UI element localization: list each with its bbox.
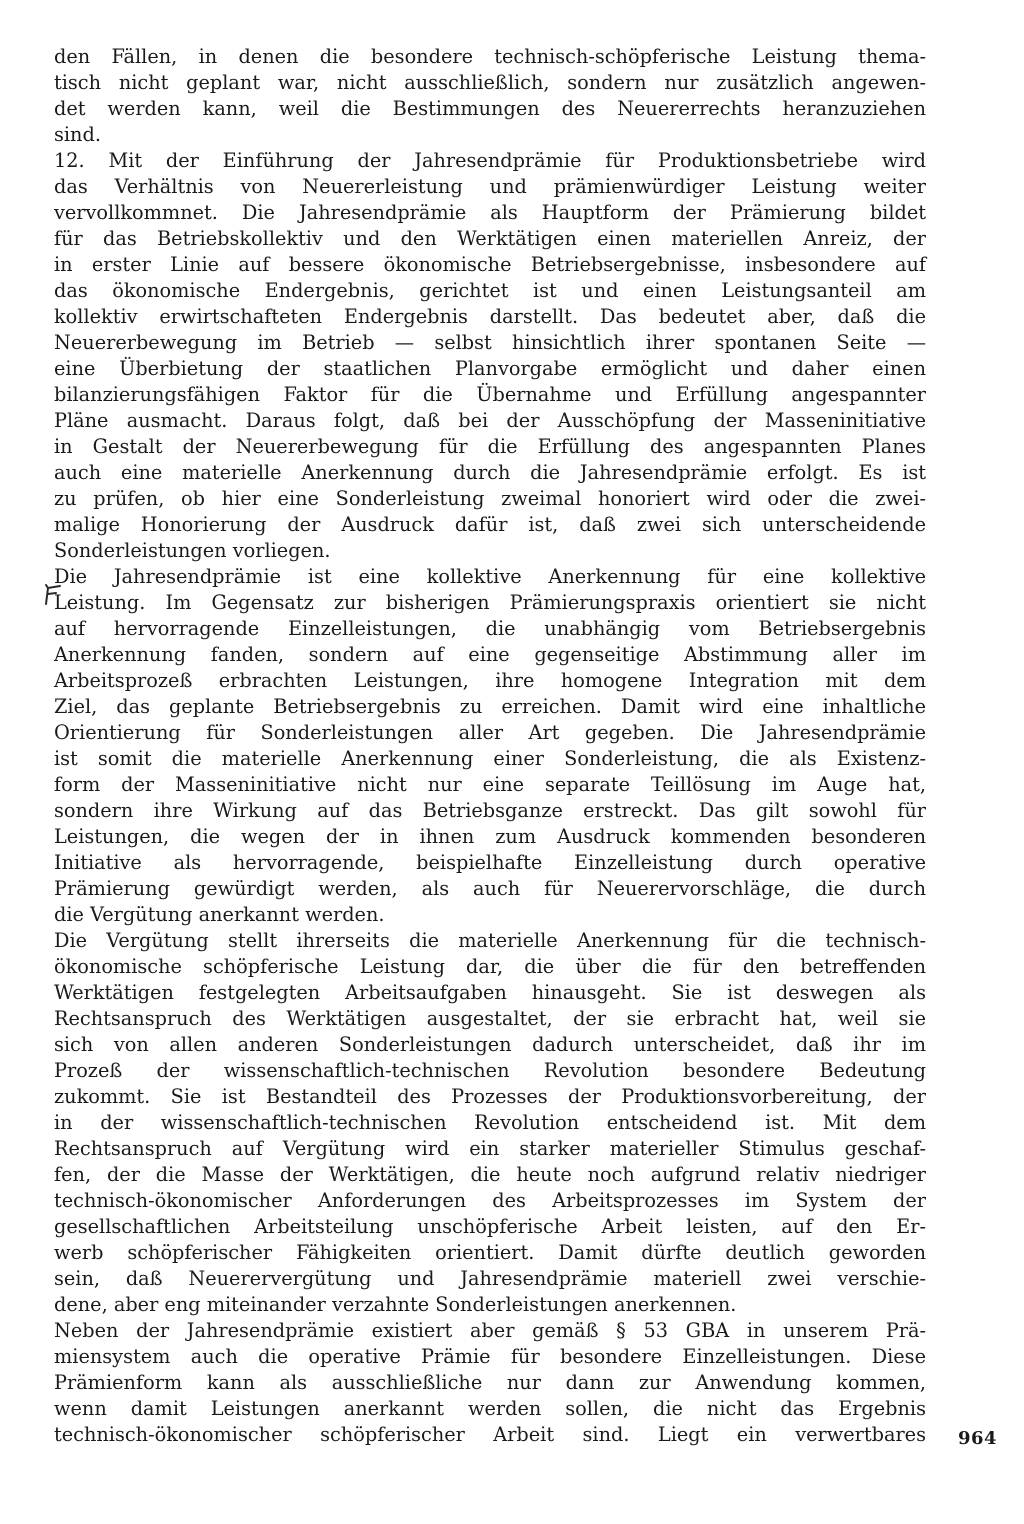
text-line: fen, der die Masse der Werktätigen, die heute noch aufgrund relativ niedriger <box>54 1163 926 1186</box>
text-line: Die Jahresendprämie ist eine kollektive Anerkennung für eine kollektive <box>54 565 926 588</box>
text-line: in Gestalt der Neuererbewegung für die Erfüllung des angespannten Planes <box>54 435 926 458</box>
text-line: sind. <box>54 123 101 146</box>
text-line: Initiative als hervorragende, beispielhafte Einzelleistung durch operative <box>54 851 926 874</box>
text-line: wenn damit Leistungen anerkannt werden sollen, die nicht das Ergebnis <box>54 1397 926 1420</box>
text-line: kollektiv erwirtschafteten Endergebnis darstellt. Das bedeutet aber, daß die <box>54 305 926 328</box>
text-line: miensystem auch die operative Prämie für besondere Einzelleistungen. Diese <box>54 1345 926 1368</box>
text-line: Arbeitsprozeß erbrachten Leistungen, ihre homogene Integration mit dem <box>54 669 926 692</box>
text-line: die Vergütung anerkannt werden. <box>54 903 385 926</box>
text-line: das ökonomische Endergebnis, gerichtet ist und einen Leistungsanteil am <box>54 279 926 302</box>
text-line: Ziel, das geplante Betriebsergebnis zu erreichen. Damit wird eine inhaltliche <box>54 695 926 718</box>
text-line: technisch-ökonomischer Anforderungen des Arbeitsprozesses im System der <box>54 1189 926 1212</box>
text-line: zukommt. Sie ist Bestandteil des Prozesses der Produktionsvorbereitung, der <box>54 1085 926 1108</box>
margin-pen-mark-icon <box>40 582 64 606</box>
text-line: den Fällen, in denen die besondere technisch-schöpferische Leistung thema- <box>54 45 926 68</box>
text-line: Prozeß der wissenschaftlich-technischen Revolution besondere Bedeutung <box>54 1059 926 1082</box>
text-line: Die Vergütung stellt ihrerseits die materielle Anerkennung für die technisch- <box>54 929 926 952</box>
text-line: Rechtsanspruch des Werktätigen ausgestaltet, der sie erbracht hat, weil sie <box>54 1007 926 1030</box>
text-line: ökonomische schöpferische Leistung dar, die über die für den betreffenden <box>54 955 926 978</box>
text-line: Leistung. Im Gegensatz zur bisherigen Prämierungspraxis orientiert sie nicht <box>54 591 926 614</box>
text-line: bilanzierungsfähigen Faktor für die Übernahme und Erfüllung angespannter <box>54 383 926 406</box>
text-line: Neuererbewegung im Betrieb — selbst hinsichtlich ihrer spontanen Seite — <box>54 331 926 354</box>
text-line: eine Überbietung der staatlichen Planvorgabe ermöglicht und daher einen <box>54 357 926 380</box>
text-line: det werden kann, weil die Bestimmungen des Neuererrechts heranzuziehen <box>54 97 926 120</box>
document-body <box>54 44 926 1448</box>
text-line: Prämienform kann als ausschließliche nur dann zur Anwendung kommen, <box>54 1371 926 1394</box>
text-line: zu prüfen, ob hier eine Sonderleistung zweimal honoriert wird oder die zwei- <box>54 487 926 510</box>
text-line: Werktätigen festgelegten Arbeitsaufgaben hinausgeht. Sie ist deswegen als <box>54 981 926 1004</box>
text-line: für das Betriebskollektiv und den Werktätigen einen materiellen Anreiz, der <box>54 227 926 250</box>
text-line: Anerkennung fanden, sondern auf eine gegenseitige Abstimmung aller im <box>54 643 926 666</box>
text-line: tisch nicht geplant war, nicht ausschließlich, sondern nur zusätzlich angewen- <box>54 71 926 94</box>
text-line: 12. Mit der Einführung der Jahresendprämie für Produktionsbetriebe wird <box>54 149 926 172</box>
text-line: sein, daß Neuerervergütung und Jahresendprämie materiell zwei verschie- <box>54 1267 926 1290</box>
text-line: malige Honorierung der Ausdruck dafür ist, daß zwei sich unterscheidende <box>54 513 926 536</box>
text-line: Prämierung gewürdigt werden, als auch für Neuerervorschläge, die durch <box>54 877 926 900</box>
text-line: Neben der Jahresendprämie existiert aber gemäß § 53 GBA in unserem Prä- <box>54 1319 926 1342</box>
text-line: Rechtsanspruch auf Vergütung wird ein starker materieller Stimulus geschaf- <box>54 1137 926 1160</box>
text-line: auf hervorragende Einzelleistungen, die unabhängig vom Betriebsergebnis <box>54 617 926 640</box>
text-line: werb schöpferischer Fähigkeiten orientiert. Damit dürfte deutlich geworden <box>54 1241 926 1264</box>
text-line: sondern ihre Wirkung auf das Betriebsganze erstreckt. Das gilt sowohl für <box>54 799 926 822</box>
text-line: das Verhältnis von Neuererleistung und prämienwürdiger Leistung weiter <box>54 175 926 198</box>
text-line: dene, aber eng miteinander verzahnte Sonderleistungen anerkennen. <box>54 1293 737 1316</box>
text-line: in erster Linie auf bessere ökonomische Betriebsergebnisse, insbesondere auf <box>54 253 926 276</box>
text-line: Orientierung für Sonderleistungen aller Art gegeben. Die Jahresendprämie <box>54 721 926 744</box>
text-line: gesellschaftlichen Arbeitsteilung unschöpferische Arbeit leisten, auf den Er- <box>54 1215 926 1238</box>
text-line: sich von allen anderen Sonderleistungen dadurch unterscheidet, daß ihr im <box>54 1033 926 1056</box>
page-number: 964 <box>958 1428 998 1449</box>
text-line: technisch-ökonomischer schöpferischer Arbeit sind. Liegt ein verwertbares <box>54 1423 926 1446</box>
text-line: form der Masseninitiative nicht nur eine separate Teillösung im Auge hat, <box>54 773 926 796</box>
text-line: auch eine materielle Anerkennung durch die Jahresendprämie erfolgt. Es ist <box>54 461 926 484</box>
text-line: ist somit die materielle Anerkennung einer Sonderleistung, die als Existenz- <box>54 747 926 770</box>
text-line: Leistungen, die wegen der in ihnen zum Ausdruck kommenden besonderen <box>54 825 926 848</box>
text-line: in der wissenschaftlich-technischen Revolution entscheidend ist. Mit dem <box>54 1111 926 1134</box>
text-line: Sonderleistungen vorliegen. <box>54 539 331 562</box>
text-line: Pläne ausmacht. Daraus folgt, daß bei der Ausschöpfung der Masseninitiative <box>54 409 926 432</box>
text-line: vervollkommnet. Die Jahresendprämie als Hauptform der Prämierung bildet <box>54 201 926 224</box>
